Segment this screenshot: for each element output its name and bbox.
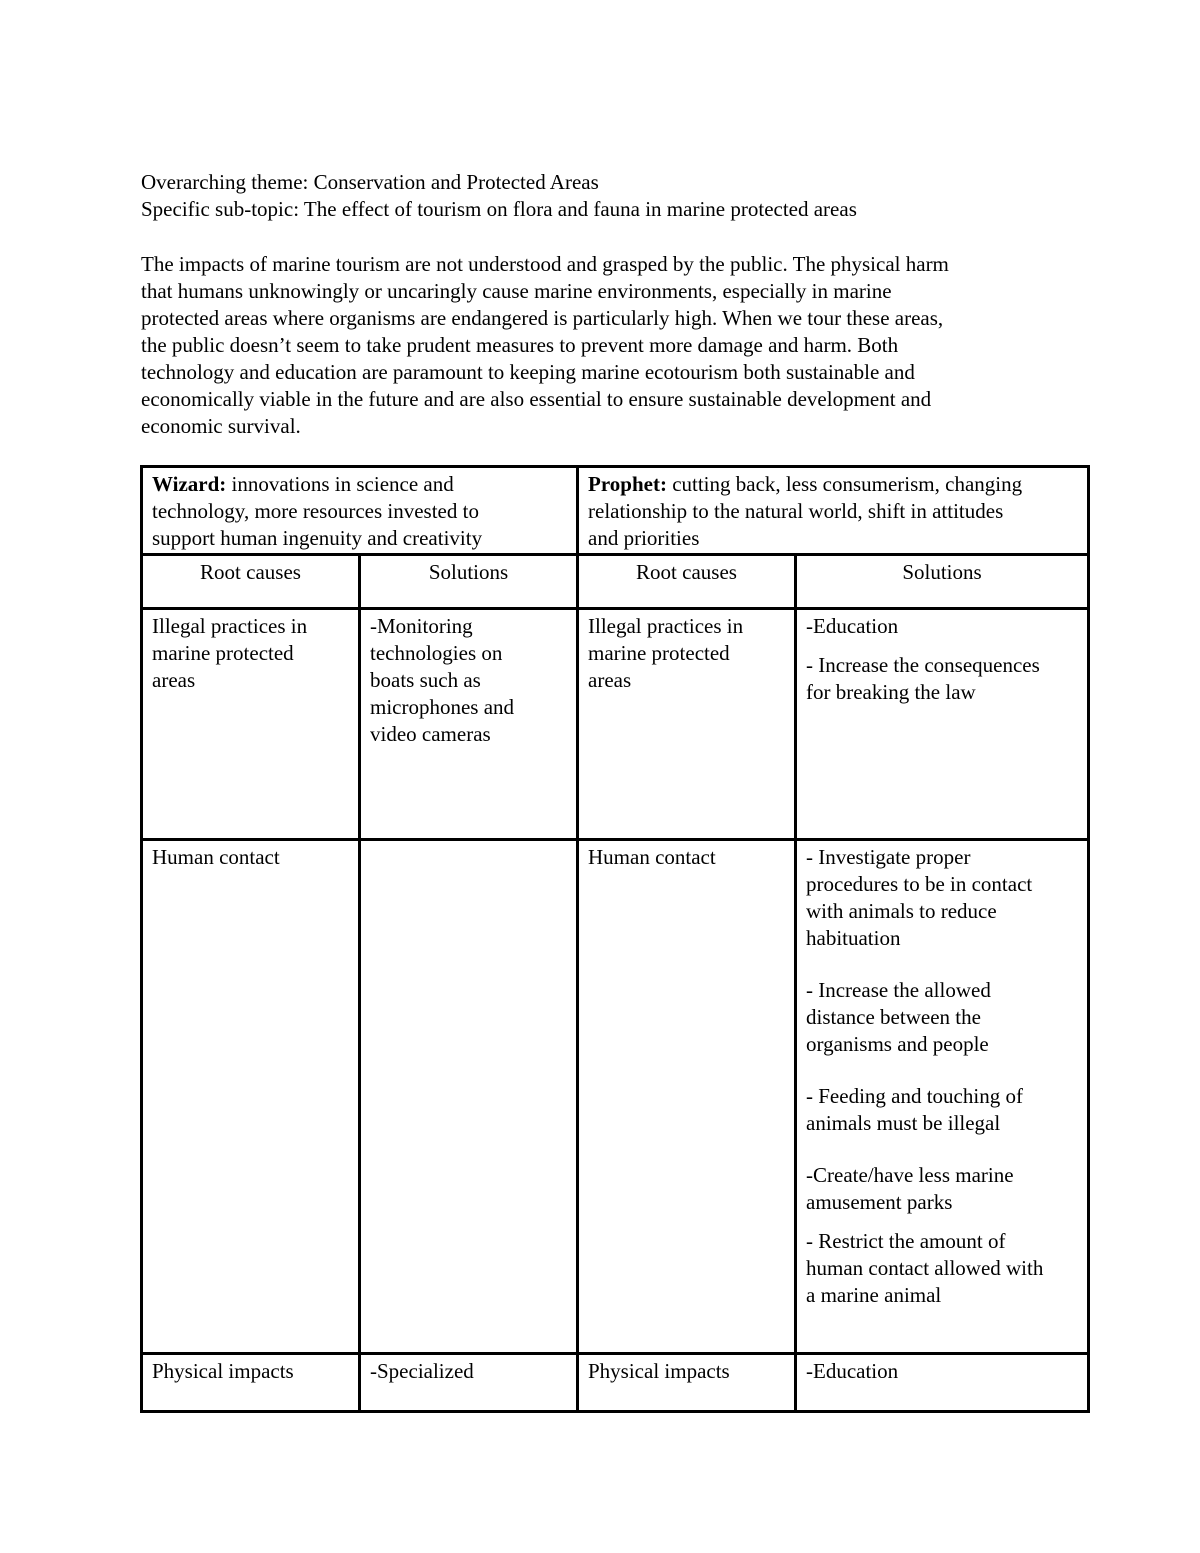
prophet-root-cause-cell [578, 1354, 796, 1412]
cell-line: technologies on [370, 641, 503, 665]
column-header-row [142, 555, 1089, 609]
intro-paragraph [141, 251, 1101, 440]
prophet-solution-cell [796, 1354, 1089, 1412]
cell-line: areas [588, 668, 632, 692]
cell-line: Physical impacts [152, 1359, 294, 1383]
cell-line: - Increase the consequences [806, 653, 1040, 677]
intro-line: economically viable in the future and are also essential to ensure sustainable development and [141, 387, 932, 411]
cell-line: with animals to reduce [806, 899, 997, 923]
column-header: Solutions [796, 555, 1089, 609]
cell-line: - Feeding and touching of [806, 1084, 1023, 1108]
cell-line: procedures to be in contact [806, 872, 1033, 896]
prophet-solution-cell [796, 840, 1089, 1354]
cell-line: for breaking the law [806, 680, 976, 704]
intro-line: economic survival. [141, 414, 301, 438]
column-header: Solutions [360, 555, 578, 609]
cell-line: marine protected [588, 641, 730, 665]
prophet-solution-cell [796, 609, 1089, 840]
cell-line: -Education [806, 614, 899, 638]
cell-line: video cameras [370, 722, 491, 746]
cell-line: - Investigate proper [806, 845, 971, 869]
wizard-header-line-1 [152, 471, 567, 498]
theme-line: Overarching theme: Conservation and Protected Areas [141, 170, 599, 194]
cell-line: -Monitoring [370, 614, 473, 638]
wizard-root-cause-cell [142, 840, 360, 1354]
cell-line: -Education [806, 1359, 899, 1383]
table-row [142, 840, 1089, 1354]
table-row [142, 1354, 1089, 1412]
intro-line: the public doesn’t seem to take prudent measures to prevent more damage and harm. Both [141, 333, 899, 357]
prophet-root-cause-cell [578, 609, 796, 840]
prophet-description-line: relationship to the natural world, shift in attitudes [588, 499, 1004, 523]
intro-line: technology and education are paramount to keeping marine ecotourism both sustainable and [141, 360, 915, 384]
cell-line: Human contact [588, 845, 716, 869]
wizard-root-cause-cell [142, 609, 360, 840]
cell-line: Human contact [152, 845, 280, 869]
wizard-label: Wizard: [152, 472, 227, 496]
subtopic-line: Specific sub-topic: The effect of tourism on flora and fauna in marine protected areas [141, 197, 857, 221]
cell-line: animals must be illegal [806, 1111, 1001, 1135]
cell-line: organisms and people [806, 1032, 989, 1056]
cell-line: amusement parks [806, 1190, 953, 1214]
cell-line: marine protected [152, 641, 294, 665]
document-header [141, 169, 1101, 223]
prophet-root-cause-cell [578, 840, 796, 1354]
prophet-header-cell [578, 467, 1089, 555]
intro-line: protected areas where organisms are endangered is particularly high. When we tour these areas, [141, 306, 944, 330]
wizard-solution-cell [360, 1354, 578, 1412]
table-row [142, 609, 1089, 840]
wizard-solution-cell [360, 840, 578, 1354]
cell-line: - Restrict the amount of [806, 1229, 1006, 1253]
table-header-row [142, 467, 1089, 555]
wizard-solution-cell [360, 609, 578, 840]
cell-line: human contact allowed with [806, 1256, 1044, 1280]
cell-line: Physical impacts [588, 1359, 730, 1383]
intro-line: The impacts of marine tourism are not understood and grasped by the public. The physical harm [141, 252, 949, 276]
wizard-description-line: innovations in science and [226, 472, 454, 496]
cell-line: - Increase the allowed [806, 978, 991, 1002]
cell-line: areas [152, 668, 196, 692]
cell-line: boats such as [370, 668, 481, 692]
column-header: Root causes [142, 555, 360, 609]
prophet-description-line: and priorities [588, 526, 700, 550]
wizard-root-cause-cell [142, 1354, 360, 1412]
wizard-description-line: support human ingenuity and creativity [152, 526, 483, 550]
cell-line: Illegal practices in [588, 614, 744, 638]
cell-line: Illegal practices in [152, 614, 308, 638]
prophet-description-line: cutting back, less consumerism, changing [666, 472, 1023, 496]
cell-line: distance between the [806, 1005, 981, 1029]
cell-line: -Specialized [370, 1359, 474, 1383]
wizard-header-cell [142, 467, 578, 555]
column-header: Root causes [578, 555, 796, 609]
wizard-prophet-table [140, 465, 1090, 1413]
prophet-label: Prophet: [588, 472, 667, 496]
cell-line: a marine animal [806, 1283, 942, 1307]
cell-line: habituation [806, 926, 901, 950]
prophet-header-line-1 [588, 471, 1078, 498]
cell-line: -Create/have less marine [806, 1163, 1014, 1187]
cell-line: microphones and [370, 695, 515, 719]
intro-line: that humans unknowingly or uncaringly cause marine environments, especially in marine [141, 279, 892, 303]
wizard-description-line: technology, more resources invested to [152, 499, 479, 523]
